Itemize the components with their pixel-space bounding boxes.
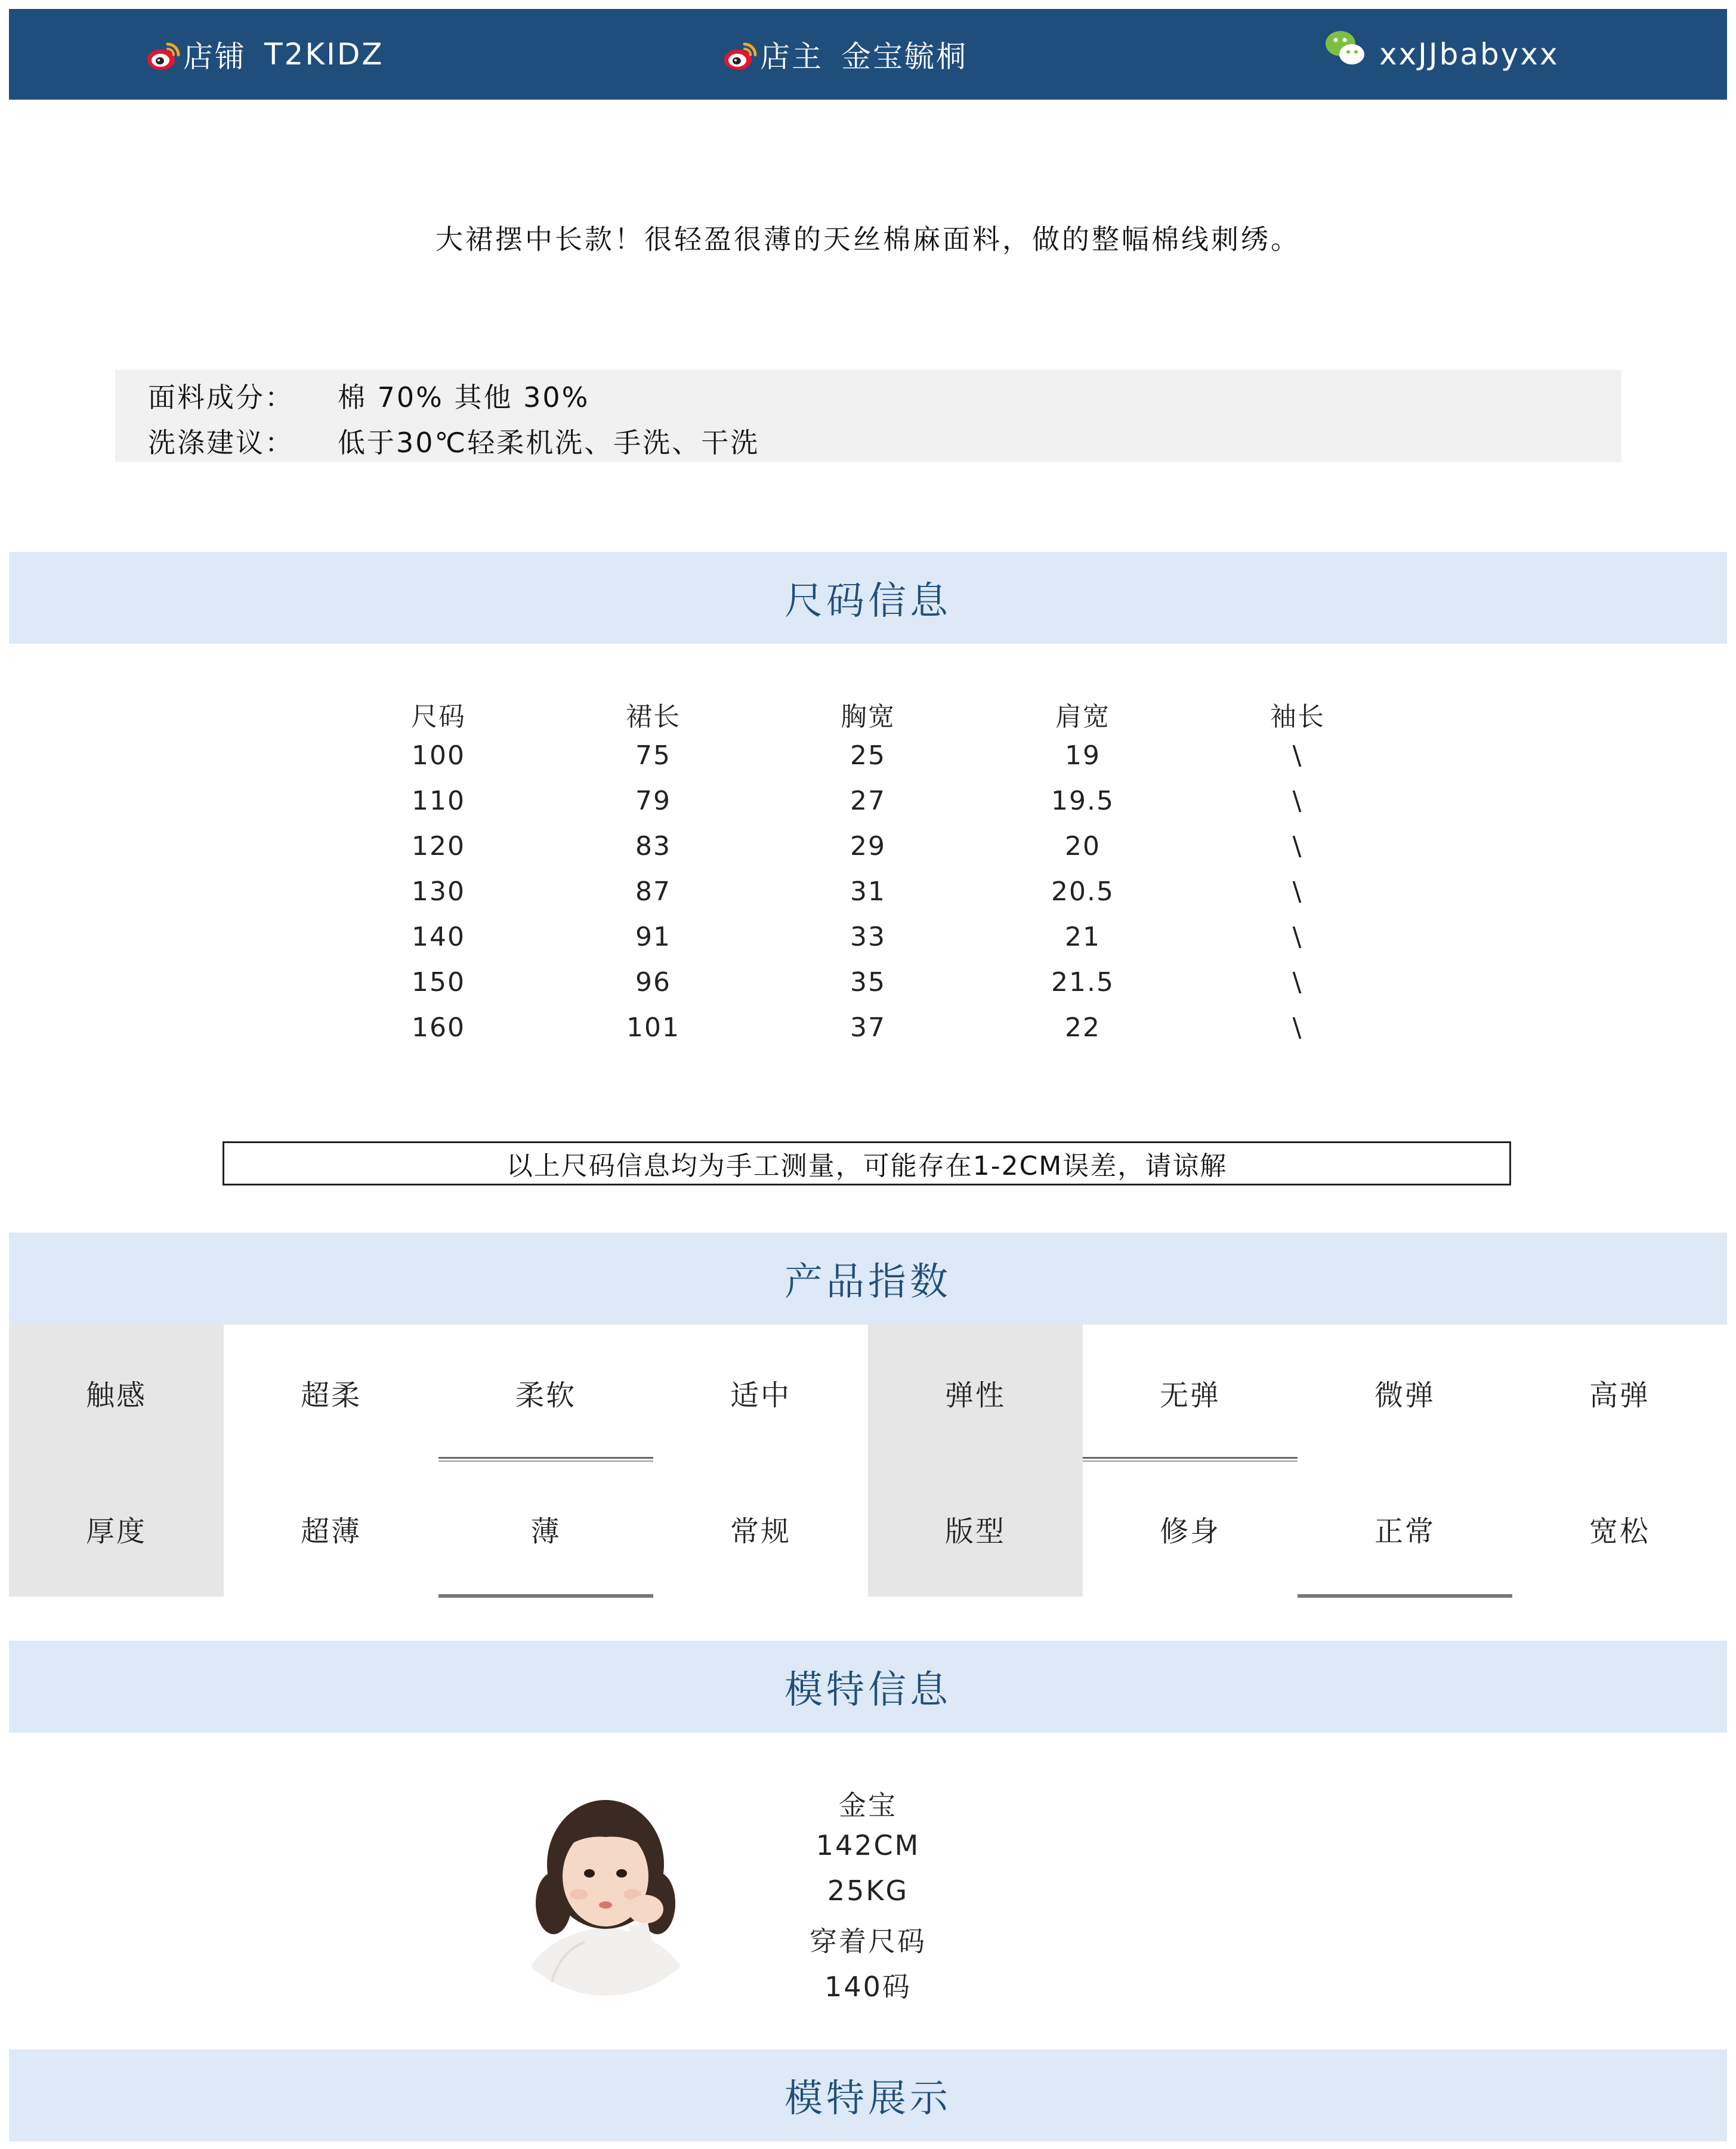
index-fit-label: 版型	[868, 1461, 1083, 1597]
index-thickness-label: 厚度	[9, 1461, 224, 1597]
table-cell: 19.5	[1051, 786, 1114, 816]
index-option-selected: 无弹	[1159, 1379, 1221, 1412]
shop-info	[146, 9, 384, 100]
model-size-label: 穿着尺码	[810, 1925, 926, 1957]
table-cell: 120	[412, 831, 465, 862]
section-model-title: 模特信息	[9, 1641, 1727, 1733]
wash-value: 低于30℃轻柔机洗、手洗、干洗	[338, 427, 760, 459]
table-cell: 110	[412, 786, 465, 816]
fabric-value: 棉 70% 其他 30%	[338, 381, 590, 413]
table-cell: 27	[850, 786, 886, 816]
table-cell: 19	[1065, 740, 1101, 771]
index-option-selected: 柔软	[515, 1379, 576, 1412]
shop-name: T2KIDZ	[264, 37, 384, 72]
table-cell: \	[1292, 876, 1303, 907]
table-cell: 37	[850, 1012, 886, 1043]
care-info-box	[115, 370, 1621, 462]
table-cell: 33	[850, 922, 886, 952]
model-name: 金宝	[839, 1789, 897, 1821]
index-option: 超薄	[300, 1515, 362, 1548]
table-header: 肩宽	[1055, 702, 1110, 732]
index-feel-label: 触感	[9, 1324, 224, 1461]
index-option: 超柔	[300, 1379, 362, 1412]
model-size-value: 140码	[824, 1971, 912, 2003]
index-elasticity-label: 弹性	[868, 1324, 1083, 1461]
wechat-id: xxJJbabyxx	[1379, 37, 1559, 72]
owner-name: 金宝毓桐	[841, 39, 968, 74]
table-cell: 20	[1065, 831, 1101, 862]
index-option: 常规	[730, 1515, 791, 1548]
fabric-row	[148, 376, 589, 415]
measurement-note: 以上尺码信息均为手工测量，可能存在1-2CM误差，请谅解	[223, 1141, 1511, 1185]
table-cell: 75	[635, 740, 671, 771]
table-cell: 87	[635, 876, 671, 907]
table-cell: 31	[850, 876, 886, 907]
table-cell: \	[1292, 922, 1303, 952]
table-cell: 91	[635, 922, 671, 952]
index-option: 宽松	[1589, 1515, 1650, 1548]
index-option: 修身	[1159, 1515, 1221, 1548]
section-size-title: 尺码信息	[9, 552, 1727, 644]
owner-info	[723, 9, 968, 100]
table-cell: 25	[850, 740, 886, 771]
weibo-icon	[146, 41, 181, 72]
table-cell: 21	[1065, 922, 1101, 952]
selected-indicator	[438, 1594, 653, 1598]
table-header: 尺码	[411, 702, 466, 732]
table-cell: 101	[626, 1012, 680, 1043]
product-description: 大裙摆中长款！很轻盈很薄的天丝棉麻面料，做的整幅棉线刺绣。	[435, 223, 1301, 255]
table-header: 胸宽	[841, 702, 895, 732]
table-cell: 20.5	[1051, 876, 1114, 907]
selected-indicator	[1298, 1594, 1512, 1598]
index-option: 微弹	[1374, 1379, 1435, 1412]
table-cell: \	[1292, 786, 1303, 816]
model-avatar	[495, 1775, 716, 1996]
wash-label: 洗涤建议：	[148, 427, 294, 459]
table-cell: 29	[850, 831, 886, 862]
table-cell: \	[1292, 1012, 1303, 1043]
table-cell: 130	[412, 876, 465, 907]
fabric-label: 面料成分：	[148, 381, 294, 413]
index-option: 高弹	[1589, 1379, 1650, 1412]
table-cell: 150	[412, 967, 465, 998]
table-cell: 100	[412, 740, 465, 771]
table-cell: 79	[635, 786, 671, 816]
section-display-title: 模特展示	[9, 2049, 1727, 2141]
section-index-title: 产品指数	[9, 1233, 1727, 1324]
shop-label: 店铺	[183, 39, 246, 74]
wash-row	[148, 421, 759, 461]
table-header: 裙长	[626, 702, 681, 732]
table-cell: 83	[635, 831, 671, 862]
model-weight: 25KG	[827, 1875, 909, 1907]
table-cell: 160	[412, 1012, 465, 1043]
table-cell: 22	[1065, 1012, 1101, 1043]
header-bar	[9, 9, 1727, 100]
table-cell: 140	[412, 922, 465, 952]
table-cell: 96	[635, 967, 671, 998]
wechat-info	[1324, 9, 1559, 100]
table-cell: 21.5	[1051, 967, 1114, 998]
wechat-icon	[1324, 29, 1366, 67]
table-cell: \	[1292, 740, 1303, 771]
table-header: 袖长	[1270, 702, 1325, 732]
table-cell: \	[1292, 967, 1303, 998]
owner-label: 店主	[760, 39, 823, 74]
index-option: 适中	[730, 1379, 791, 1412]
table-cell: \	[1292, 831, 1303, 862]
weibo-icon	[723, 41, 758, 72]
index-option-selected: 薄	[530, 1515, 561, 1548]
index-option-selected: 正常	[1374, 1515, 1435, 1548]
model-height: 142CM	[816, 1829, 920, 1861]
table-cell: 35	[850, 967, 886, 998]
